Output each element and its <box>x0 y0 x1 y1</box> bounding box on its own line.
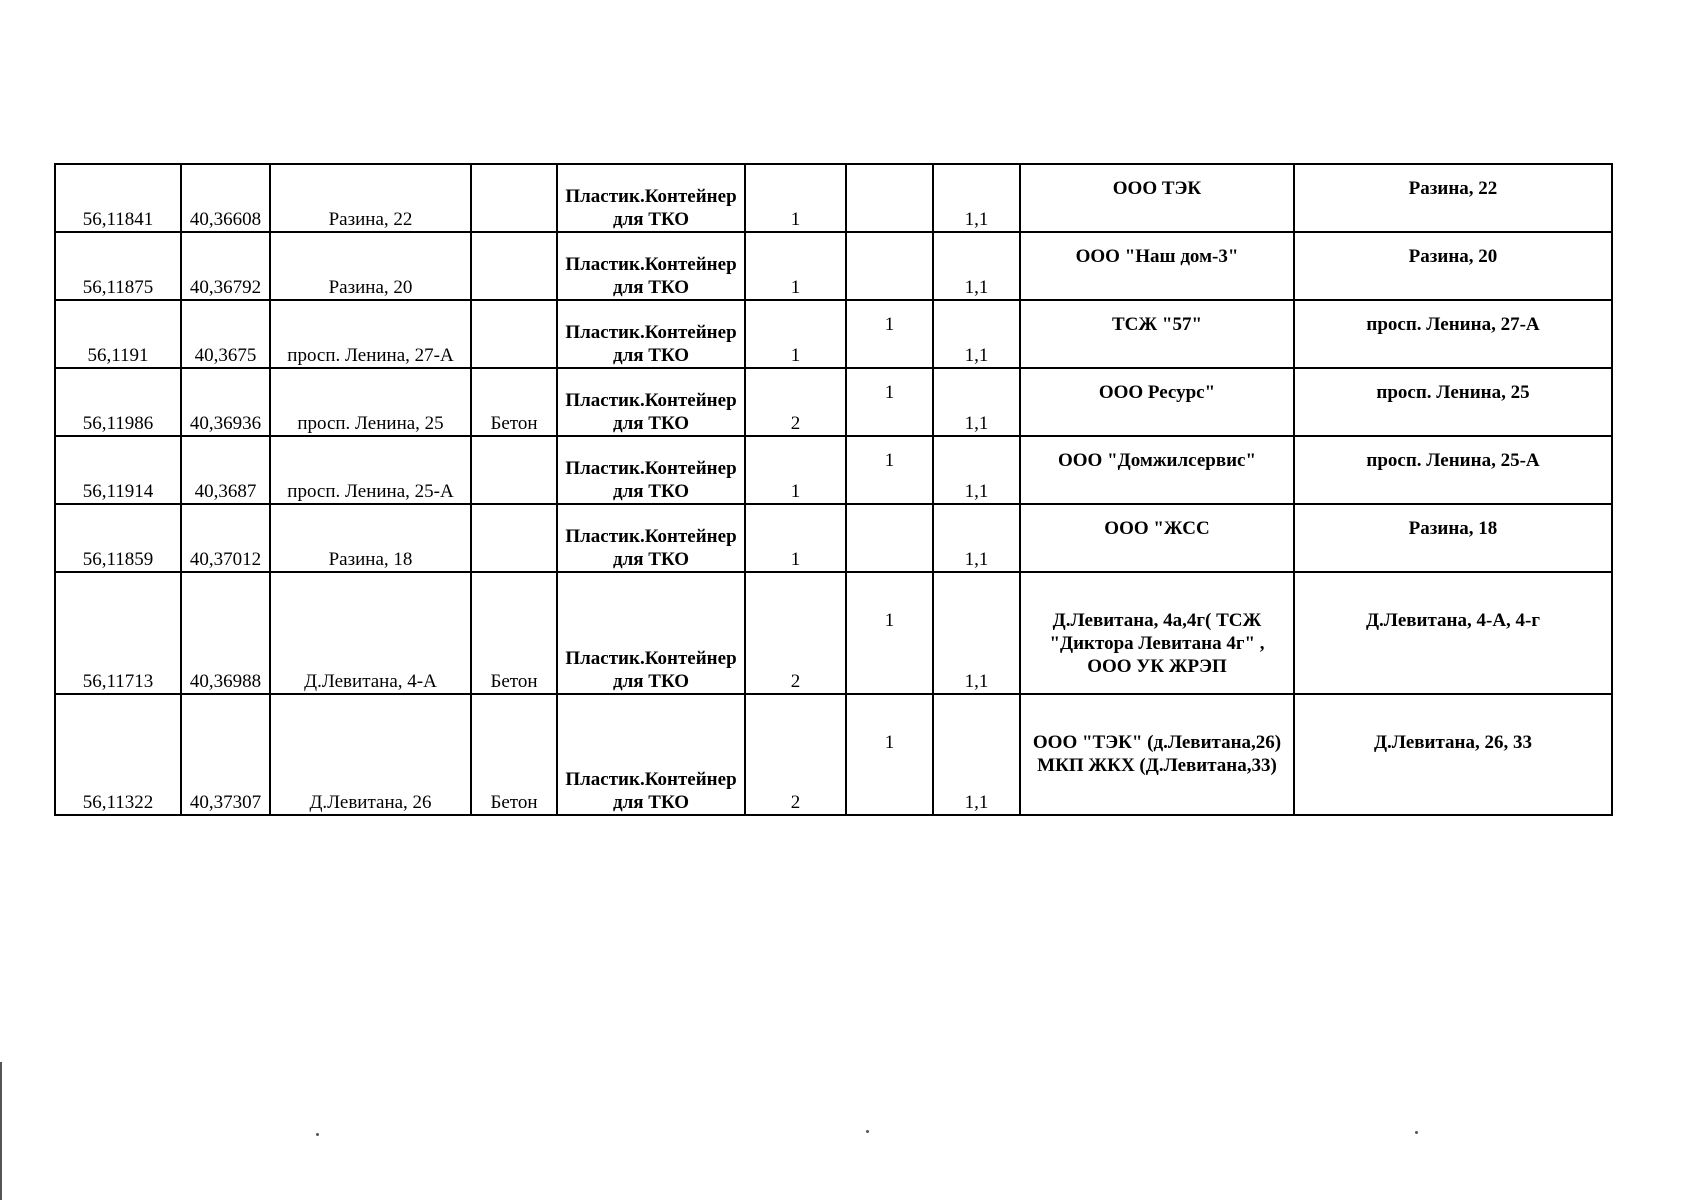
cell-volume <box>933 232 1020 300</box>
cell-longitude <box>181 436 270 504</box>
cell-waste-sources-text: Разина, 18 <box>1408 518 1498 539</box>
cell-owner <box>1020 572 1294 694</box>
cell-extra-count <box>846 164 933 232</box>
cell-latitude <box>55 572 181 694</box>
cell-waste-sources <box>1294 694 1612 815</box>
cell-extra-count <box>846 504 933 572</box>
cell-owner <box>1020 232 1294 300</box>
cell-container-type <box>557 572 745 694</box>
cell-owner-text: ТСЖ "57" <box>1111 314 1203 335</box>
cell-owner-text: ООО "Наш дом-3" <box>1075 246 1239 267</box>
cell-extra-count-text: 1 <box>884 610 895 631</box>
cell-container-count <box>745 504 846 572</box>
cell-longitude <box>181 232 270 300</box>
cell-waste-sources <box>1294 232 1612 300</box>
cell-waste-sources-text: Д.Левитана, 4-А, 4-г <box>1365 610 1540 631</box>
cell-surface-text: Бетон <box>490 413 538 434</box>
cell-longitude <box>181 504 270 572</box>
cell-longitude <box>181 572 270 694</box>
scan-dot <box>316 1133 319 1136</box>
scan-dot <box>1415 1131 1418 1134</box>
cell-volume <box>933 368 1020 436</box>
scan-edge-line <box>0 1062 2 1200</box>
cell-waste-sources-text: просп. Ленина, 27-А <box>1366 314 1540 335</box>
table-row <box>55 436 1612 504</box>
cell-container-count <box>745 694 846 815</box>
cell-address-text: Д.Левитана, 4-А <box>304 671 437 692</box>
cell-container-type-text: Пластик.Контейнер для ТКО <box>565 186 737 230</box>
cell-container-count <box>745 436 846 504</box>
cell-longitude-text: 40,3687 <box>194 481 257 502</box>
cell-extra-count-text: 1 <box>884 732 895 753</box>
cell-address-text: просп. Ленина, 25 <box>297 413 444 434</box>
cell-longitude-text: 40,36608 <box>189 209 262 230</box>
cell-volume <box>933 164 1020 232</box>
cell-address <box>270 504 471 572</box>
cell-surface-text: Бетон <box>490 792 538 813</box>
cell-container-type-text: Пластик.Контейнер для ТКО <box>565 648 737 692</box>
cell-container-count <box>745 164 846 232</box>
cell-volume <box>933 436 1020 504</box>
scan-dot <box>866 1130 869 1133</box>
cell-volume-text: 1,1 <box>964 277 989 298</box>
cell-latitude-text: 56,11322 <box>82 792 154 813</box>
cell-owner <box>1020 504 1294 572</box>
cell-waste-sources-text: Разина, 22 <box>1408 178 1498 199</box>
cell-latitude-text: 56,11841 <box>82 209 154 230</box>
cell-extra-count-text: 1 <box>884 382 895 403</box>
cell-container-type <box>557 504 745 572</box>
table-row <box>55 164 1612 232</box>
cell-volume-text: 1,1 <box>964 549 989 570</box>
cell-address-text: Д.Левитана, 26 <box>309 792 432 813</box>
cell-longitude-text: 40,36988 <box>189 671 262 692</box>
cell-volume <box>933 300 1020 368</box>
cell-container-type-text: Пластик.Контейнер для ТКО <box>565 254 737 298</box>
cell-surface <box>471 436 557 504</box>
cell-address <box>270 694 471 815</box>
cell-owner <box>1020 436 1294 504</box>
cell-surface <box>471 232 557 300</box>
cell-container-count-text: 1 <box>790 209 801 230</box>
cell-waste-sources-text: просп. Ленина, 25 <box>1376 382 1530 403</box>
cell-waste-sources <box>1294 164 1612 232</box>
cell-container-type <box>557 368 745 436</box>
table-row <box>55 572 1612 694</box>
cell-longitude-text: 40,3675 <box>194 345 257 366</box>
cell-container-type <box>557 300 745 368</box>
cell-container-type-text: Пластик.Контейнер для ТКО <box>565 390 737 434</box>
cell-owner <box>1020 300 1294 368</box>
cell-container-type <box>557 436 745 504</box>
cell-latitude <box>55 694 181 815</box>
cell-surface <box>471 572 557 694</box>
cell-owner-text: ООО Ресурс" <box>1098 382 1216 403</box>
cell-volume-text: 1,1 <box>964 209 989 230</box>
cell-latitude-text: 56,11859 <box>82 549 154 570</box>
cell-waste-sources-text: Д.Левитана, 26, 33 <box>1373 732 1532 753</box>
cell-waste-sources-text: Разина, 20 <box>1408 246 1498 267</box>
cell-waste-sources <box>1294 368 1612 436</box>
cell-address <box>270 232 471 300</box>
cell-surface <box>471 368 557 436</box>
cell-longitude-text: 40,37012 <box>189 549 262 570</box>
cell-latitude <box>55 164 181 232</box>
cell-latitude-text: 56,1191 <box>87 345 149 366</box>
cell-container-count-text: 2 <box>790 792 801 813</box>
cell-address <box>270 368 471 436</box>
cell-extra-count <box>846 368 933 436</box>
cell-address <box>270 436 471 504</box>
cell-longitude-text: 40,36936 <box>189 413 262 434</box>
cell-waste-sources <box>1294 504 1612 572</box>
cell-latitude-text: 56,11986 <box>82 413 154 434</box>
cell-owner <box>1020 164 1294 232</box>
cell-volume <box>933 572 1020 694</box>
cell-latitude-text: 56,11875 <box>82 277 154 298</box>
cell-address-text: Разина, 20 <box>328 277 413 298</box>
cell-owner <box>1020 368 1294 436</box>
cell-container-type-text: Пластик.Контейнер для ТКО <box>565 322 737 366</box>
cell-address <box>270 300 471 368</box>
cell-volume-text: 1,1 <box>964 792 989 813</box>
cell-container-type <box>557 232 745 300</box>
cell-address-text: Разина, 18 <box>328 549 413 570</box>
cell-longitude <box>181 368 270 436</box>
cell-owner-text: ООО "ТЭК" (д.Левитана,26) МКП ЖКХ (Д.Левитана,33) <box>1032 732 1282 776</box>
cell-address <box>270 164 471 232</box>
cell-container-count <box>745 572 846 694</box>
cell-latitude <box>55 232 181 300</box>
cell-surface <box>471 164 557 232</box>
cell-longitude <box>181 164 270 232</box>
cell-latitude <box>55 436 181 504</box>
cell-address-text: просп. Ленина, 27-А <box>287 345 454 366</box>
cell-extra-count-text: 1 <box>884 450 895 471</box>
cell-volume-text: 1,1 <box>964 481 989 502</box>
cell-container-type <box>557 694 745 815</box>
cell-longitude-text: 40,37307 <box>189 792 262 813</box>
cell-longitude-text: 40,36792 <box>189 277 262 298</box>
table-row <box>55 232 1612 300</box>
cell-volume-text: 1,1 <box>964 413 989 434</box>
cell-extra-count <box>846 572 933 694</box>
cell-extra-count <box>846 436 933 504</box>
container-sites-table <box>54 163 1613 816</box>
cell-extra-count <box>846 694 933 815</box>
cell-waste-sources <box>1294 300 1612 368</box>
cell-container-count <box>745 368 846 436</box>
table-row <box>55 300 1612 368</box>
cell-volume <box>933 694 1020 815</box>
cell-address <box>270 572 471 694</box>
cell-volume-text: 1,1 <box>964 671 989 692</box>
cell-owner-text: ООО "Домжилсервис" <box>1057 450 1257 471</box>
cell-container-count-text: 1 <box>790 345 801 366</box>
cell-container-count-text: 1 <box>790 277 801 298</box>
cell-surface <box>471 504 557 572</box>
cell-container-count <box>745 300 846 368</box>
cell-container-count-text: 1 <box>790 481 801 502</box>
cell-owner-text: Д.Левитана, 4а,4г( ТСЖ "Диктора Левитана 4г" , ООО УК ЖРЭП <box>1049 610 1265 677</box>
cell-waste-sources <box>1294 436 1612 504</box>
cell-waste-sources <box>1294 572 1612 694</box>
cell-surface-text: Бетон <box>490 671 538 692</box>
cell-container-count <box>745 232 846 300</box>
cell-container-type <box>557 164 745 232</box>
cell-longitude <box>181 300 270 368</box>
cell-address-text: просп. Ленина, 25-А <box>287 481 454 502</box>
cell-owner-text: ООО "ЖСС <box>1104 518 1210 539</box>
cell-owner-text: ООО ТЭК <box>1112 178 1202 199</box>
cell-owner <box>1020 694 1294 815</box>
cell-volume-text: 1,1 <box>964 345 989 366</box>
cell-latitude <box>55 368 181 436</box>
cell-latitude-text: 56,11713 <box>82 671 154 692</box>
cell-surface <box>471 694 557 815</box>
cell-container-count-text: 1 <box>790 549 801 570</box>
cell-longitude <box>181 694 270 815</box>
cell-latitude <box>55 300 181 368</box>
cell-container-type-text: Пластик.Контейнер для ТКО <box>565 458 737 502</box>
table-body <box>55 164 1612 815</box>
cell-container-type-text: Пластик.Контейнер для ТКО <box>565 769 737 813</box>
cell-extra-count <box>846 300 933 368</box>
cell-latitude <box>55 504 181 572</box>
cell-waste-sources-text: просп. Ленина, 25-А <box>1366 450 1540 471</box>
cell-extra-count-text: 1 <box>884 314 895 335</box>
table-row <box>55 368 1612 436</box>
table-row <box>55 504 1612 572</box>
cell-volume <box>933 504 1020 572</box>
cell-address-text: Разина, 22 <box>328 209 413 230</box>
cell-container-count-text: 2 <box>790 671 801 692</box>
table-row <box>55 694 1612 815</box>
cell-extra-count <box>846 232 933 300</box>
cell-latitude-text: 56,11914 <box>82 481 154 502</box>
cell-container-type-text: Пластик.Контейнер для ТКО <box>565 526 737 570</box>
cell-container-count-text: 2 <box>790 413 801 434</box>
cell-surface <box>471 300 557 368</box>
